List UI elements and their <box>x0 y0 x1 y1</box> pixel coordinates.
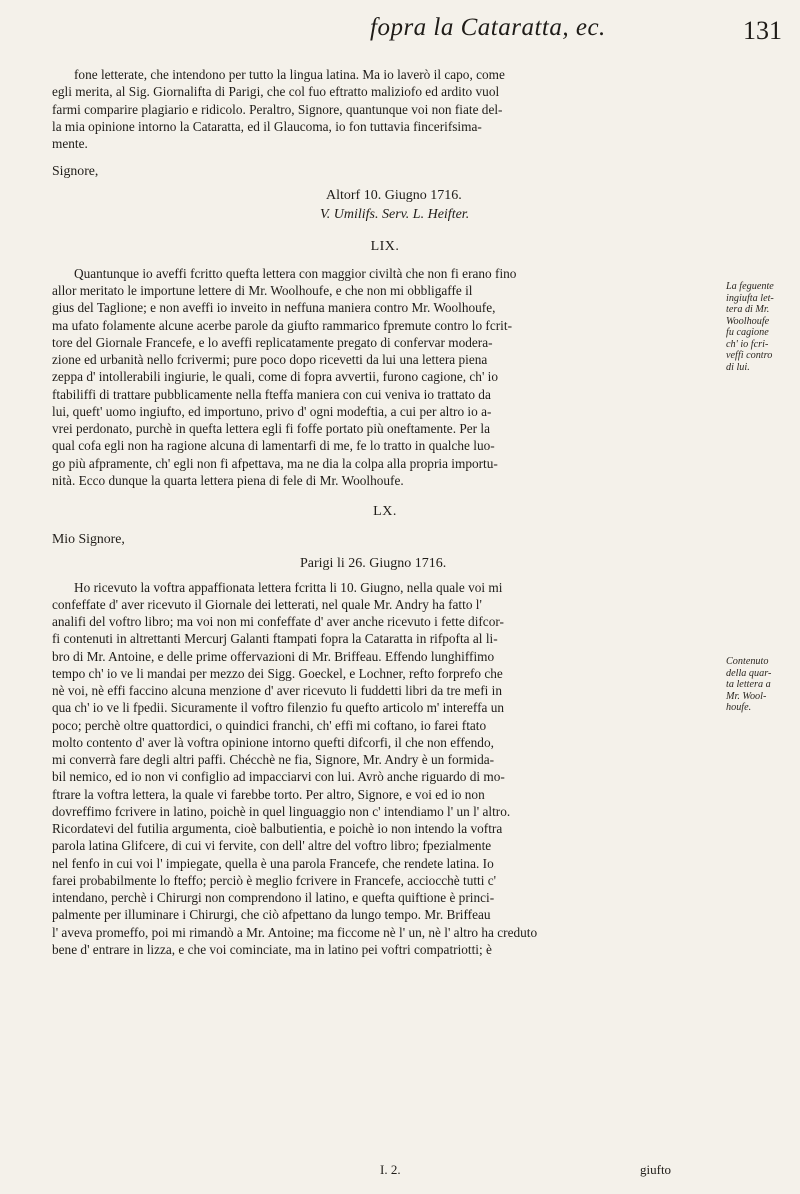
paragraph-letter-text-line: parola latina Glifcere, di cui vi fervite, con dell' altre del voftro libro; fpezialmente <box>52 838 492 854</box>
dateline-altorf: Altorf 10. Giugno 1716. <box>326 187 462 203</box>
paragraph-letter-text <box>52 579 718 959</box>
page-body <box>52 66 718 958</box>
paragraph-introduction-line: nità. Ecco dunque la quarta lettera piena di fele di Mr. Woolhoufe. <box>52 472 404 488</box>
page-number: 131 <box>743 16 782 45</box>
paragraph-letter-text-line: fi contenuti in altrettanti Mercurj Galanti ftampati fopra la Cataratta in rifpofta al li- <box>52 631 498 647</box>
paragraph-letter-text-line: tempo ch' io ve li mandai per mezzo dei Sigg. Goeckel, e Lochner, refto forprefo che <box>52 665 503 681</box>
letter-number-lx: LX. <box>373 504 397 519</box>
margin-note-line: La feguente <box>726 281 774 292</box>
catchword: giufto <box>640 1162 672 1177</box>
paragraph-letter-text-line: molto contento d' aver là voftra opinione intorno quefti difcorfi, il che non effendo, <box>52 734 494 750</box>
margin-note-line: di lui. <box>726 361 750 373</box>
paragraph-letter-text-line: farei probabilmente lo fteffo; perciò è meglio fcrivere in Francefe, acciocchè tutti c' <box>52 872 497 888</box>
paragraph-closing-line: la mia opinione intorno la Cataratta, ed il Glaucoma, io fon tuttavia fincerifsima- <box>52 118 482 134</box>
margin-note-line: fu cagione <box>726 327 769 338</box>
salutation-mio-signore: Mio Signore, <box>52 531 125 547</box>
paragraph-letter-text-line: nè voi, nè effi faccino alcuna menzione d' aver ricevuto li fuddetti libri da tre mefi in <box>52 683 503 698</box>
paragraph-introduction-line: go più afpramente, ch' egli non fi afpettava, ma ne dia la colpa alla propria importu- <box>52 455 498 471</box>
paragraph-introduction-line: allor meritato le importune lettere di Mr. Woolhoufe, e che non mi obbligaffe il <box>52 283 473 298</box>
paragraph-introduction-line: ma ufato folamente alcune acerbe parole da giufto rammarico fpremute contro lo fcrit- <box>52 317 513 333</box>
margin-note-line: Contenuto <box>726 656 769 667</box>
page-header <box>0 8 800 58</box>
signature-heifter: V. Umilifs. Serv. L. Heifter. <box>320 206 470 222</box>
paragraph-letter-text-line: palmente per illuminare i Chirurgi, che ciò afpettano da lungo tempo. Mr. Briffeau <box>52 907 491 923</box>
paragraph-closing-line: farmi comparire plagiario e ridicolo. Peraltro, Signore, quantunque voi non fiate del- <box>52 101 503 117</box>
paragraph-introduction-line: tore del Giornale Francefe, e lo aveffi replicatamente pregato di confervar modera- <box>52 334 493 350</box>
paragraph-introduction-line: qual cofa egli non ha ragione alcuna di lamentarfi di me, fe lo tratto in qualche luo- <box>52 438 495 454</box>
margin-note-line: ta lettera a <box>726 679 771 690</box>
margin-note-line: Mr. Wool- <box>726 690 767 702</box>
letter-number-lix: LIX. <box>370 238 400 254</box>
paragraph-introduction-line: zeppa d' intollerabili ingiurie, le quali, come di fopra avvertii, furono cagione, ch' io <box>52 369 499 385</box>
paragraph-introduction-line: ftabiliffi di trattare pubblicamente nella fteffa maniera con cui veniva io trattato da <box>52 386 491 402</box>
paragraph-introduction-line: Quantunque io aveffi fcritto quefta lettera con maggior civiltà che non fi erano fino <box>74 265 517 281</box>
margin-note-seguente <box>726 281 800 373</box>
paragraph-introduction <box>52 265 718 489</box>
paragraph-letter-text-line: intendano, perchè i Chirurgi non comprendono il latino, e quefta quiftione è princi- <box>52 890 495 905</box>
paragraph-closing-line: egli merita, al Sig. Giornalifta di Parigi, che col fuo eftratto maliziofo ed ardito vuol <box>52 84 500 100</box>
margin-note-line: Woolhoufe <box>726 315 770 327</box>
signature-mark: I. 2. <box>380 1162 401 1177</box>
paragraph-introduction-line: lui, queft' uomo ingiufto, ed importuno, privo d' ogni modeftia, a cui per altro io a- <box>52 403 492 419</box>
paragraph-letter-text-line: Ho ricevuto la voftra appaffionata lettera fcritta li 10. Giugno, nella quale voi mi <box>74 579 503 595</box>
paragraph-letter-text-line: confeffate d' aver ricevuto il Giornale dei letterati, nel quale Mr. Andry ha fatto l' <box>52 596 482 612</box>
paragraph-letter-text-line: bene d' entrare in lizza, e che voi cominciate, ma in latino pei voftri compatriotti; è <box>52 941 492 957</box>
paragraph-closing-line: mente. <box>52 136 88 151</box>
paragraph-letter-text-line: analifi del voftro libro; ma voi non mi confeffate d' aver anche ricevuto i fette difcor- <box>52 614 504 629</box>
running-title: fopra la Cataratta, ec. <box>370 14 606 41</box>
margin-note-line: veffi contro <box>726 350 773 361</box>
paragraph-letter-text-line: Ricordatevi del futilia argumenta, cioè balbutientia, e poichè io non intendo la voftra <box>52 821 503 836</box>
paragraph-introduction-line: zione ed urbanità nello fcrivermi; pure poco dopo ricevetti da lui una lettera piena <box>52 352 488 367</box>
margin-note-line: della quar- <box>726 667 772 679</box>
paragraph-closing-line: fone letterate, che intendono per tutto la lingua latina. Ma io laverò il capo, come <box>74 67 505 82</box>
paragraph-letter-text-line: bro di Mr. Antoine, e delle prime offervazioni di Mr. Briffeau. Effendo lunghiffimo <box>52 648 495 664</box>
paragraph-letter-text-line: qua ch' io ve li fpedii. Sicuramente il voftro filenzio fu quefto articolo m' intereffa un <box>52 700 505 716</box>
margin-note-contenuto <box>726 656 800 714</box>
paragraph-letter-text-line: l' aveva promeffo, poi mi rimandò a Mr. Antoine; ma ficcome nè l' un, nè l' altro ha creduto <box>52 924 538 940</box>
paragraph-closing <box>52 66 718 152</box>
margin-note-line: tera di Mr. <box>726 304 770 315</box>
paragraph-letter-text-line: nel fenfo in cui voi l' impiegate, quella è una parola Francefe, che rendete latina. Io <box>52 855 494 871</box>
dateline-parigi: Parigi li 26. Giugno 1716. <box>300 555 447 571</box>
paragraph-letter-text-line: dovreffimo fcrivere in latino, poichè in quel linguaggio non c' intendiamo l' un l' altro. <box>52 803 511 819</box>
salutation-signore: Signore, <box>52 163 99 179</box>
margin-note-line: ingiufta let- <box>726 292 774 304</box>
paragraph-letter-text-line: mi converrà fare degli altri paffi. Chécchè ne fia, Signore, Mr. Andry è un formida- <box>52 752 495 767</box>
margin-note-line: ch' io fcri- <box>726 338 769 350</box>
paragraph-letter-text-line: bil nemico, ed io non vi configlio ad impacciarvi con lui. Avrò anche riguardo di mo- <box>52 769 505 785</box>
paragraph-introduction-line: vrei perdonato, purchè in quefta lettera egli fi foffe portato più oneftamente. Per la <box>52 421 491 436</box>
paragraph-letter-text-line: poco; perchè oltre quattordici, o quindici franchi, ch' effi mi coftano, io farei ftato <box>52 717 487 733</box>
paragraph-letter-text-line: ftrare la voftra lettera, la quale vi farebbe torto. Per altro, Signore, e voi ed io non <box>52 786 485 802</box>
paragraph-introduction-line: gius del Taglione; e non aveffi io inveito in neffuna maniera contro Mr. Woolhoufe, <box>52 300 496 316</box>
margin-note-line: houfe. <box>726 702 752 713</box>
